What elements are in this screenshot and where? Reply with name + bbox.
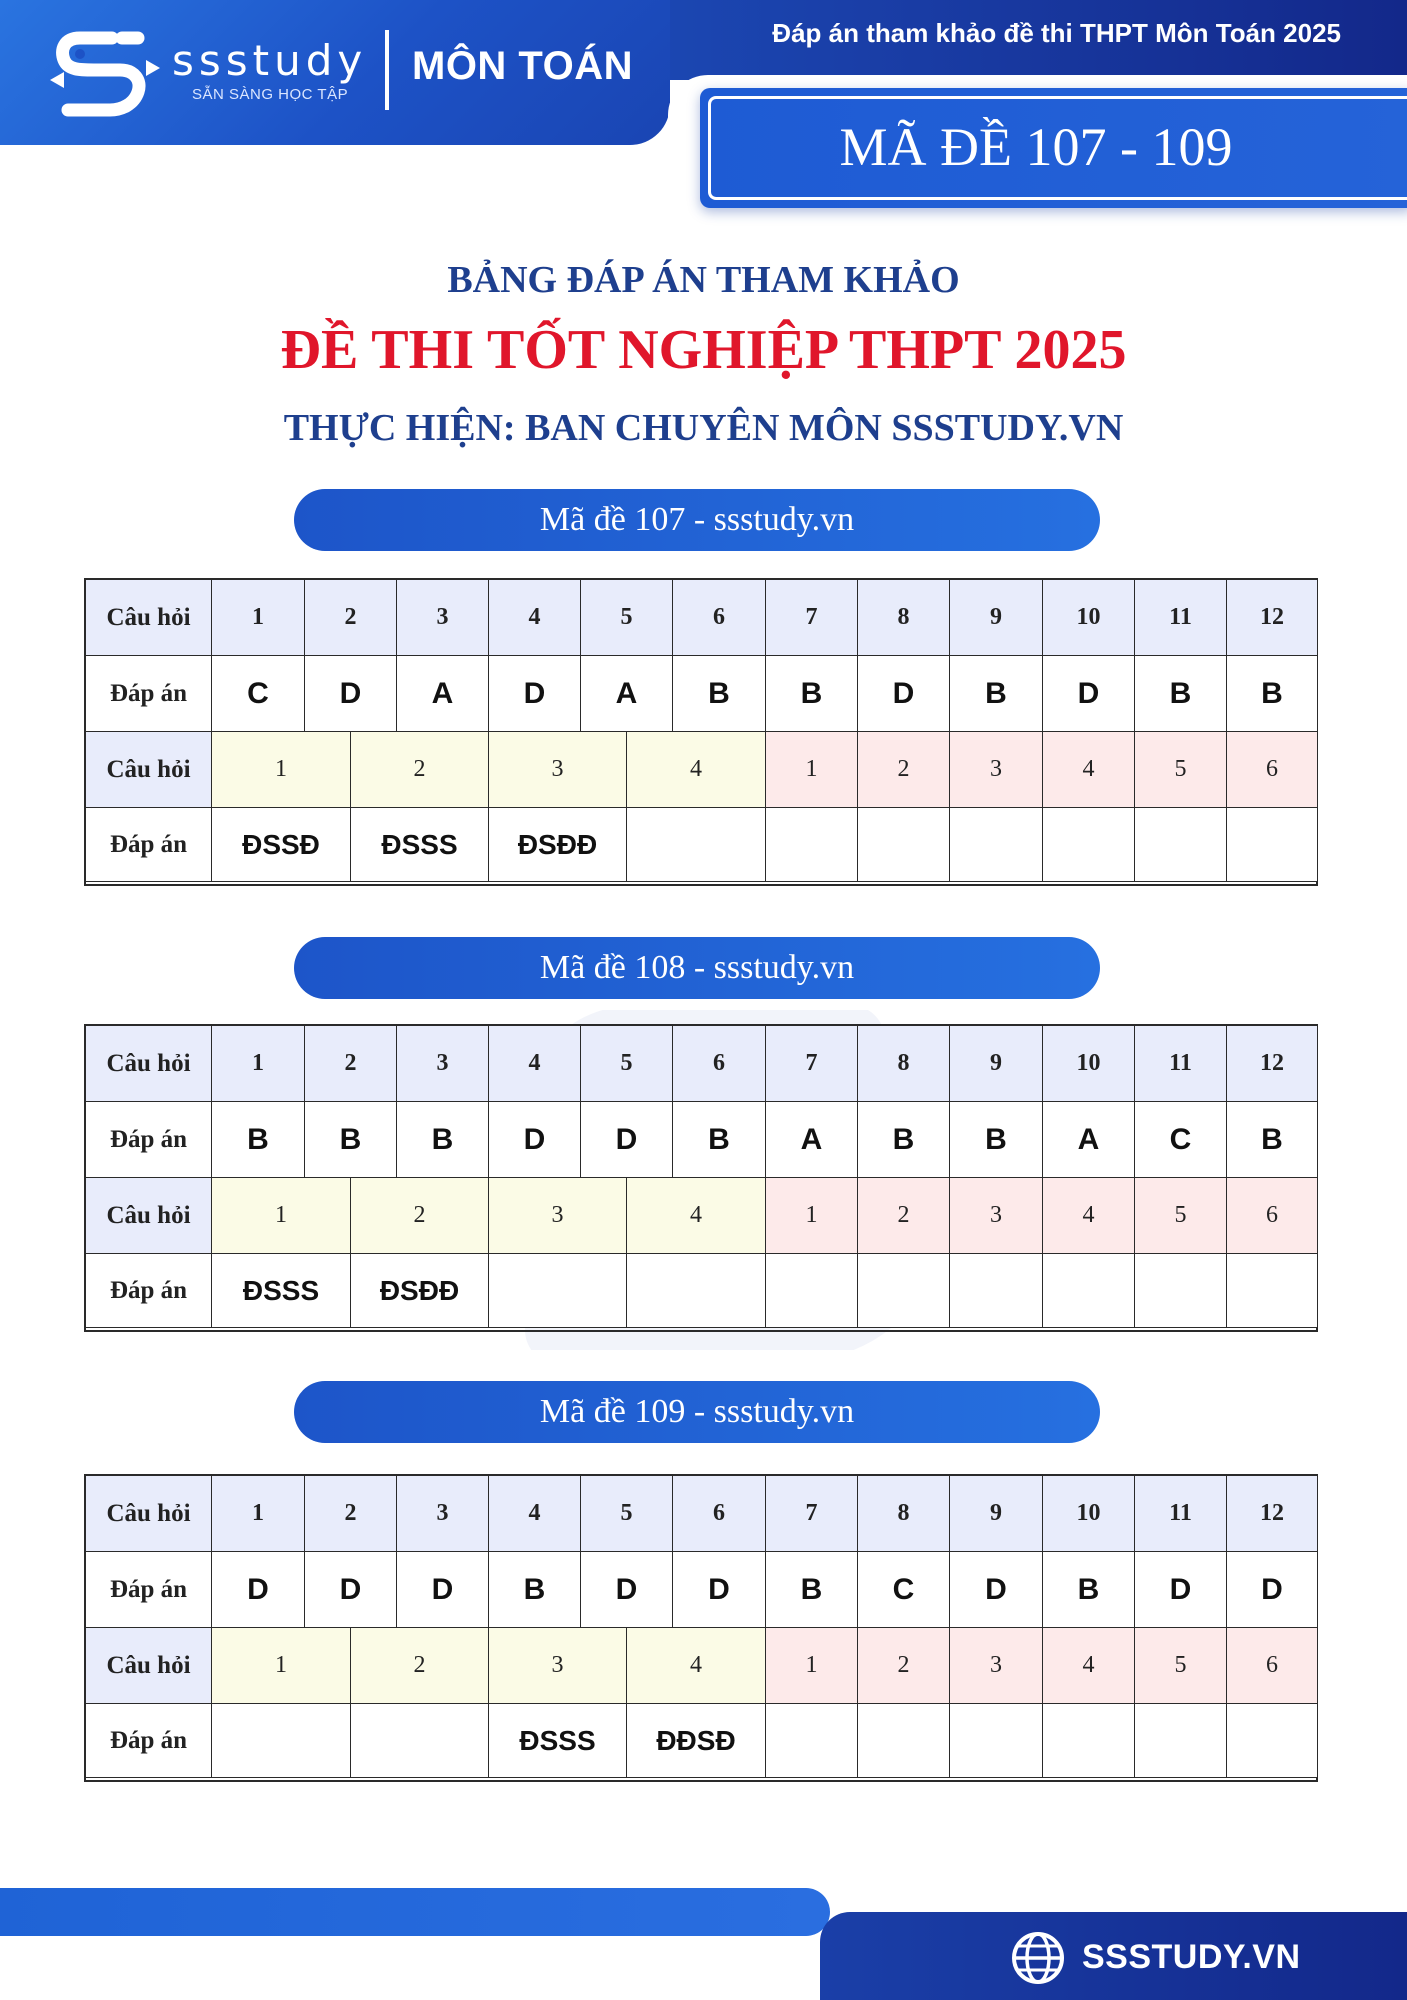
- mc-answer: B: [1135, 656, 1227, 732]
- short-answer: [858, 1254, 950, 1328]
- answer-table-109: [84, 1474, 1318, 1782]
- tf-answer: ĐSSS: [489, 1704, 627, 1778]
- answer-label: Đáp án: [86, 1552, 212, 1628]
- short-question-number: 2: [858, 1628, 950, 1704]
- mc-answer: D: [1227, 1552, 1318, 1628]
- short-answer: [766, 808, 858, 882]
- short-answer: [766, 1704, 858, 1778]
- section-title-107: Mã đề 107 - ssstudy.vn: [294, 489, 1100, 551]
- mc-question-number: 10: [1043, 580, 1135, 656]
- tf-answer: [212, 1704, 351, 1778]
- question-label: Câu hỏi: [86, 1476, 212, 1552]
- question-label: Câu hỏi: [86, 580, 212, 656]
- mc-question-number: 12: [1227, 1026, 1318, 1102]
- mc-question-number: 9: [950, 1476, 1043, 1552]
- mc-question-number: 5: [581, 1476, 673, 1552]
- mc-question-number: 11: [1135, 1476, 1227, 1552]
- short-answer: [1227, 1254, 1318, 1328]
- answer-table-108: [84, 1024, 1318, 1332]
- tf-answer: [627, 1254, 766, 1328]
- mc-question-number: 2: [305, 580, 397, 656]
- tf-question-number: 3: [489, 732, 627, 808]
- tf-question-number: 2: [351, 1628, 489, 1704]
- short-answer: [950, 1254, 1043, 1328]
- mc-answer: D: [489, 656, 581, 732]
- mc-answer: B: [397, 1102, 489, 1178]
- short-question-number: 2: [858, 1178, 950, 1254]
- mc-answer: B: [950, 1102, 1043, 1178]
- mc-answer: D: [950, 1552, 1043, 1628]
- answer-label: Đáp án: [86, 808, 212, 882]
- mc-question-number: 8: [858, 580, 950, 656]
- mc-answer: B: [950, 656, 1043, 732]
- short-answer: [950, 1704, 1043, 1778]
- mc-question-number: 2: [305, 1476, 397, 1552]
- short-answer: [766, 1254, 858, 1328]
- mc-answer: B: [1227, 1102, 1318, 1178]
- tf-answer: ĐSĐĐ: [351, 1254, 489, 1328]
- tf-question-number: 3: [489, 1628, 627, 1704]
- short-question-number: 4: [1043, 1628, 1135, 1704]
- globe-icon: [1010, 1930, 1066, 1986]
- mc-question-number: 5: [581, 1026, 673, 1102]
- mc-question-number: 4: [489, 1026, 581, 1102]
- mc-answer: D: [581, 1552, 673, 1628]
- mc-answer: B: [1043, 1552, 1135, 1628]
- short-answer: [858, 1704, 950, 1778]
- footer-band: [0, 1888, 830, 1936]
- mc-question-number: 9: [950, 580, 1043, 656]
- brand-tagline: SẴN SÀNG HỌC TẬP: [192, 86, 349, 103]
- mc-answer: D: [581, 1102, 673, 1178]
- mc-answer: D: [397, 1552, 489, 1628]
- short-answer: [858, 808, 950, 882]
- tf-question-number: 3: [489, 1178, 627, 1254]
- short-question-number: 4: [1043, 1178, 1135, 1254]
- mc-answer: D: [1135, 1552, 1227, 1628]
- short-question-number: 6: [1227, 732, 1318, 808]
- short-answer: [950, 808, 1043, 882]
- short-question-number: 5: [1135, 1178, 1227, 1254]
- mc-answer: B: [766, 1552, 858, 1628]
- subject-title: MÔN TOÁN: [412, 44, 634, 88]
- mc-question-number: 8: [858, 1476, 950, 1552]
- question-label: Câu hỏi: [86, 1026, 212, 1102]
- mc-question-number: 5: [581, 580, 673, 656]
- tf-question-number: 1: [212, 1628, 351, 1704]
- tf-question-number: 4: [627, 732, 766, 808]
- short-question-number: 5: [1135, 732, 1227, 808]
- short-question-number: 5: [1135, 1628, 1227, 1704]
- mc-question-number: 7: [766, 580, 858, 656]
- short-question-number: 6: [1227, 1178, 1318, 1254]
- short-answer: [1135, 1704, 1227, 1778]
- section-title-109: Mã đề 109 - ssstudy.vn: [294, 1381, 1100, 1443]
- mc-answer: C: [212, 656, 305, 732]
- mc-answer: D: [305, 1552, 397, 1628]
- short-answer: [1043, 808, 1135, 882]
- mc-question-number: 7: [766, 1026, 858, 1102]
- answer-label: Đáp án: [86, 1254, 212, 1328]
- section-title-108: Mã đề 108 - ssstudy.vn: [294, 937, 1100, 999]
- mc-question-number: 1: [212, 1476, 305, 1552]
- tf-answer: [627, 808, 766, 882]
- answer-label: Đáp án: [86, 1704, 212, 1778]
- mc-answer: C: [858, 1552, 950, 1628]
- title-author: THỰC HIỆN: BAN CHUYÊN MÔN SSSTUDY.VN: [283, 407, 1124, 449]
- mc-question-number: 3: [397, 1026, 489, 1102]
- mc-question-number: 8: [858, 1026, 950, 1102]
- tf-question-number: 2: [351, 732, 489, 808]
- tf-answer: [351, 1704, 489, 1778]
- header-caption: Đáp án tham khảo đề thi THPT Môn Toán 2025: [772, 18, 1341, 48]
- title-exam: ĐỀ THI TỐT NGHIỆP THPT 2025: [280, 319, 1127, 381]
- answer-label: Đáp án: [86, 1102, 212, 1178]
- tf-question-number: 1: [212, 1178, 351, 1254]
- mc-question-number: 11: [1135, 580, 1227, 656]
- mc-question-number: 12: [1227, 580, 1318, 656]
- short-question-number: 6: [1227, 1628, 1318, 1704]
- tf-answer: ĐSSS: [351, 808, 489, 882]
- mc-answer: C: [1135, 1102, 1227, 1178]
- mc-question-number: 9: [950, 1026, 1043, 1102]
- mc-question-number: 10: [1043, 1026, 1135, 1102]
- mc-answer: B: [489, 1552, 581, 1628]
- short-question-number: 4: [1043, 732, 1135, 808]
- short-question-number: 2: [858, 732, 950, 808]
- question-label: Câu hỏi: [86, 732, 212, 808]
- tf-answer: ĐĐSĐ: [627, 1704, 766, 1778]
- question-label: Câu hỏi: [86, 1628, 212, 1704]
- mc-question-number: 3: [397, 580, 489, 656]
- mc-answer: B: [1227, 656, 1318, 732]
- mc-answer: D: [1043, 656, 1135, 732]
- exam-code-label: MÃ ĐỀ 107 - 109: [839, 117, 1233, 177]
- mc-question-number: 6: [673, 1026, 766, 1102]
- mc-question-number: 6: [673, 580, 766, 656]
- exam-code-box: [700, 88, 1407, 208]
- short-question-number: 3: [950, 732, 1043, 808]
- tf-answer: ĐSĐĐ: [489, 808, 627, 882]
- short-answer: [1135, 808, 1227, 882]
- footer-website: SSSTUDY.VN: [1082, 1938, 1301, 1976]
- mc-question-number: 7: [766, 1476, 858, 1552]
- short-question-number: 1: [766, 1178, 858, 1254]
- mc-answer: A: [766, 1102, 858, 1178]
- short-answer: [1043, 1704, 1135, 1778]
- short-question-number: 3: [950, 1628, 1043, 1704]
- mc-answer: A: [1043, 1102, 1135, 1178]
- mc-question-number: 3: [397, 1476, 489, 1552]
- short-question-number: 1: [766, 1628, 858, 1704]
- mc-answer: D: [489, 1102, 581, 1178]
- tf-question-number: 2: [351, 1178, 489, 1254]
- brand-divider: [385, 30, 389, 110]
- mc-answer: B: [673, 656, 766, 732]
- mc-answer: D: [305, 656, 397, 732]
- tf-answer: [489, 1254, 627, 1328]
- tf-question-number: 4: [627, 1178, 766, 1254]
- mc-question-number: 1: [212, 580, 305, 656]
- mc-answer: B: [305, 1102, 397, 1178]
- brand-name: ssstudy: [172, 36, 368, 85]
- mc-answer: B: [766, 656, 858, 732]
- short-answer: [1135, 1254, 1227, 1328]
- ssstudy-logo-icon: [50, 30, 160, 120]
- tf-answer: ĐSSĐ: [212, 808, 351, 882]
- mc-answer: B: [673, 1102, 766, 1178]
- mc-question-number: 2: [305, 1026, 397, 1102]
- mc-answer: A: [581, 656, 673, 732]
- mc-answer: A: [397, 656, 489, 732]
- short-question-number: 3: [950, 1178, 1043, 1254]
- mc-question-number: 6: [673, 1476, 766, 1552]
- mc-question-number: 1: [212, 1026, 305, 1102]
- answer-label: Đáp án: [86, 656, 212, 732]
- short-answer: [1227, 1704, 1318, 1778]
- tf-question-number: 4: [627, 1628, 766, 1704]
- short-answer: [1227, 808, 1318, 882]
- question-label: Câu hỏi: [86, 1178, 212, 1254]
- mc-answer: D: [858, 656, 950, 732]
- title-answer-key: BẢNG ĐÁP ÁN THAM KHẢO: [447, 259, 960, 301]
- mc-question-number: 10: [1043, 1476, 1135, 1552]
- mc-answer: B: [858, 1102, 950, 1178]
- mc-answer: D: [212, 1552, 305, 1628]
- short-answer: [1043, 1254, 1135, 1328]
- tf-answer: ĐSSS: [212, 1254, 351, 1328]
- mc-answer: D: [673, 1552, 766, 1628]
- mc-answer: B: [212, 1102, 305, 1178]
- mc-question-number: 11: [1135, 1026, 1227, 1102]
- mc-question-number: 12: [1227, 1476, 1318, 1552]
- answer-table-107: [84, 578, 1318, 886]
- mc-question-number: 4: [489, 1476, 581, 1552]
- tf-question-number: 1: [212, 732, 351, 808]
- mc-question-number: 4: [489, 580, 581, 656]
- short-question-number: 1: [766, 732, 858, 808]
